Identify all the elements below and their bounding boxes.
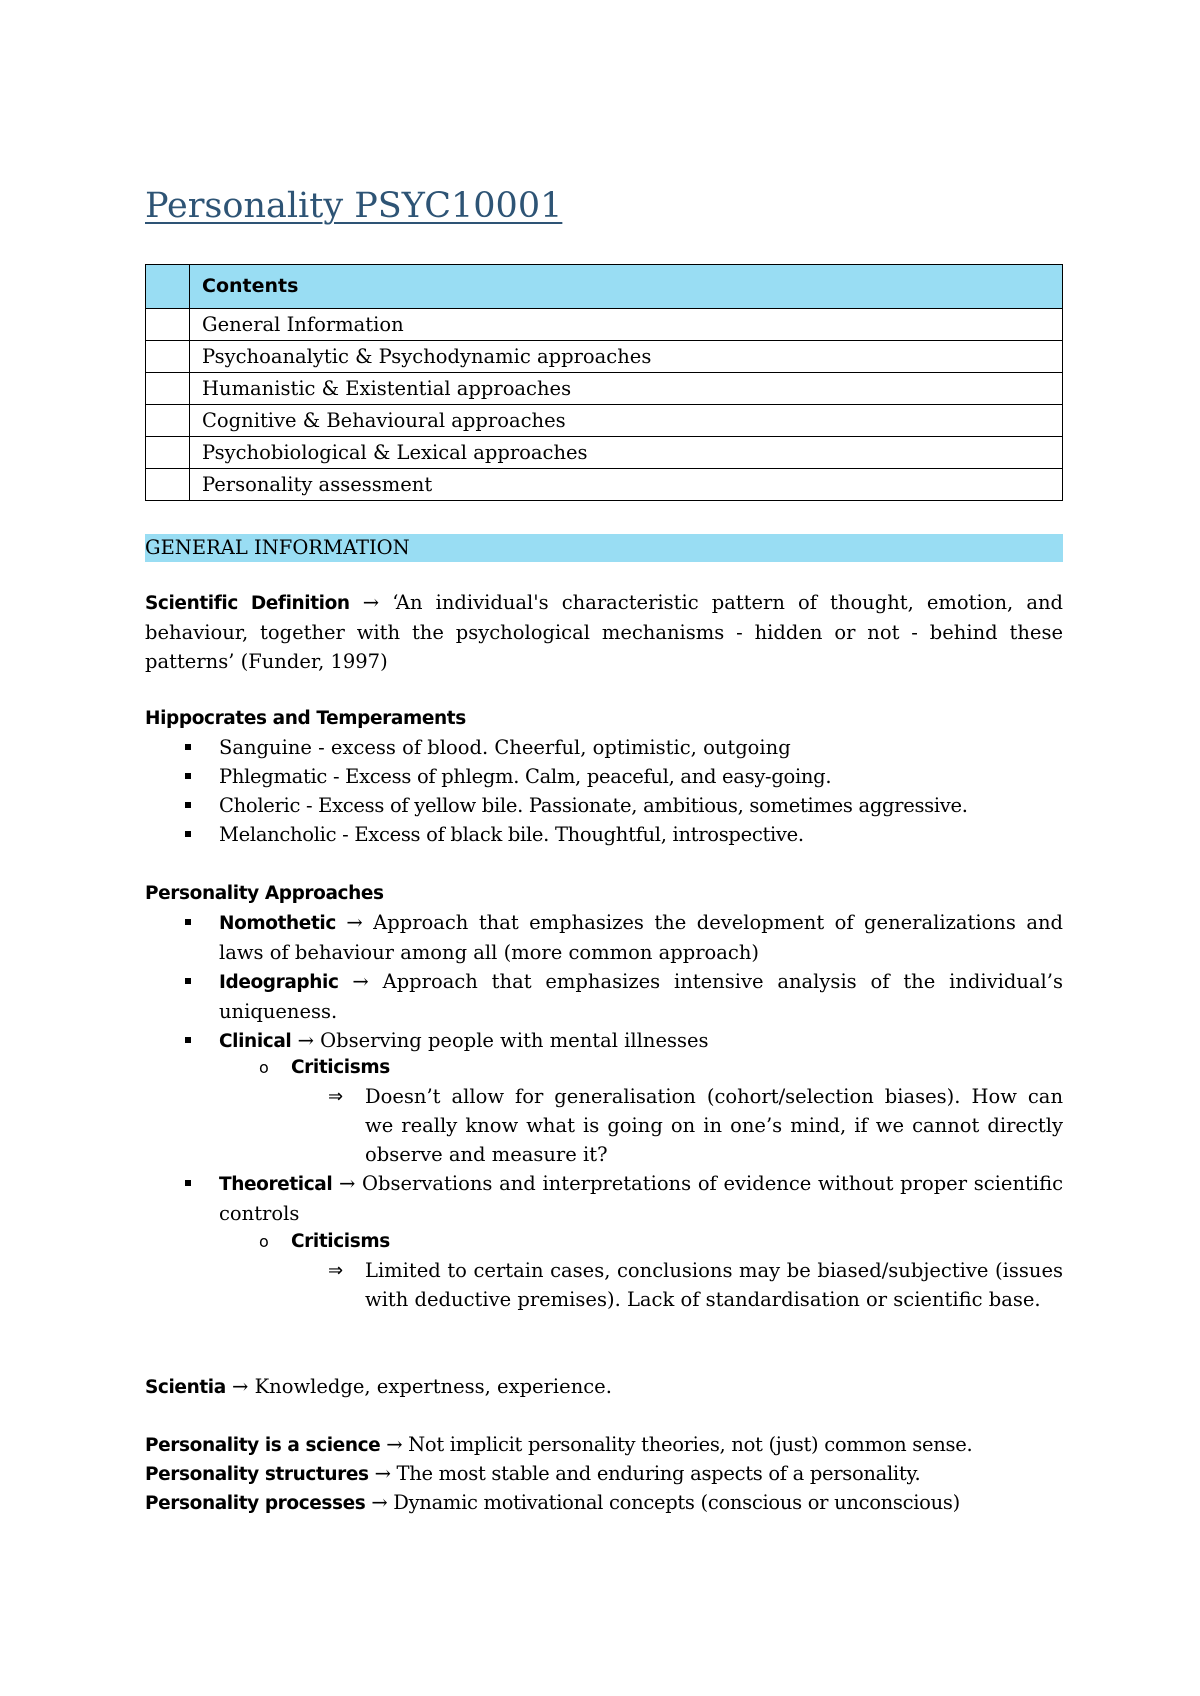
implies-arrow-icon: ⇒ — [328, 1260, 344, 1281]
personality-structures-line — [145, 1459, 1063, 1489]
criticism-point — [145, 1256, 1063, 1314]
term-description: Not implicit personality theories, not (just) common sense. — [402, 1433, 973, 1456]
contents-row — [146, 405, 1063, 437]
approaches-list-continued — [145, 1169, 1063, 1228]
temperaments-list — [145, 733, 1063, 849]
criticism-text: Doesn’t allow for generalisation (cohort/selection biases). How can we really know what is going on in one’s mind, if we cannot directly observe and measure it? — [365, 1085, 1063, 1166]
list-item-text: Sanguine - excess of blood. Cheerful, optimistic, outgoing — [219, 736, 791, 759]
bullet-icon — [185, 802, 191, 808]
term-description: Observing people with mental illnesses — [313, 1029, 709, 1052]
definition-text: ‘An individual's characteristic pattern of thought, emotion, and behaviour, together with the psychological mechanisms - hidden or not - behind these patterns’ (Funder, 1997) — [145, 591, 1063, 673]
list-item — [145, 762, 1063, 791]
list-item-theoretical — [145, 1169, 1063, 1228]
theoretical-criticisms — [145, 1227, 1063, 1314]
criticisms-subheading — [145, 1053, 1063, 1082]
approaches-list — [145, 908, 1063, 1056]
bullet-icon — [185, 919, 191, 925]
term-description: Approach that emphasizes the development of generalizations and laws of behaviour among all (more common approach) — [219, 911, 1063, 964]
contents-row — [146, 341, 1063, 373]
clinical-criticisms — [145, 1053, 1063, 1169]
contents-header-row — [146, 265, 1063, 309]
bullet-icon — [185, 773, 191, 779]
criticisms-label: Criticisms — [291, 1057, 390, 1078]
term-description: Approach that emphasizes intensive analysis of the individual’s uniqueness. — [219, 970, 1063, 1023]
list-item-text: Phlegmatic - Excess of phlegm. Calm, peaceful, and easy-going. — [219, 765, 832, 788]
term-label: Nomothetic — [219, 913, 336, 934]
bullet-icon — [185, 744, 191, 750]
bullet-icon — [185, 1180, 191, 1186]
term-description: The most stable and enduring aspects of a personality. — [390, 1462, 921, 1485]
term-description: Observations and interpretations of evidence without proper scientific controls — [219, 1172, 1063, 1225]
contents-row — [146, 309, 1063, 341]
arrow-symbol: → — [362, 591, 380, 614]
list-item — [145, 820, 1063, 849]
arrow-symbol: → — [374, 1462, 391, 1485]
hollow-bullet-icon: o — [259, 1232, 269, 1251]
definition-term: Scientific Definition — [145, 593, 350, 614]
term-label: Personality processes — [145, 1493, 366, 1514]
contents-number-cell — [146, 437, 190, 469]
criticism-point — [145, 1082, 1063, 1169]
term-label: Clinical — [219, 1031, 292, 1052]
contents-row — [146, 469, 1063, 501]
temperaments-heading: Hippocrates and Temperaments — [145, 708, 466, 729]
arrow-symbol: → — [339, 1172, 356, 1195]
contents-row-label: Psychoanalytic & Psychodynamic approaches — [190, 341, 1063, 373]
list-item — [145, 733, 1063, 762]
list-item — [145, 791, 1063, 820]
contents-row-label: General Information — [190, 309, 1063, 341]
list-item-nomothetic — [145, 908, 1063, 967]
contents-row-label: Psychobiological & Lexical approaches — [190, 437, 1063, 469]
contents-row — [146, 373, 1063, 405]
criticisms-subheading — [145, 1227, 1063, 1256]
list-item-ideographic — [145, 967, 1063, 1026]
arrow-symbol: → — [371, 1491, 388, 1514]
personality-processes-line — [145, 1488, 1063, 1518]
section-heading-general-information: GENERAL INFORMATION — [145, 534, 1063, 562]
implies-arrow-icon: ⇒ — [328, 1086, 344, 1107]
document-title: Personality PSYC10001 — [145, 186, 563, 226]
scientia-line — [145, 1372, 1063, 1402]
contents-header: Contents — [190, 265, 1063, 309]
term-description: Knowledge, expertness, experience. — [248, 1375, 612, 1398]
list-item-text: Choleric - Excess of yellow bile. Passionate, ambitious, sometimes aggressive. — [219, 794, 968, 817]
personality-science-line — [145, 1430, 1063, 1460]
term-label: Scientia — [145, 1377, 226, 1398]
criticisms-label: Criticisms — [291, 1231, 390, 1252]
bullet-icon — [185, 1037, 191, 1043]
hollow-bullet-icon: o — [259, 1058, 269, 1077]
bullet-icon — [185, 831, 191, 837]
contents-number-cell — [146, 405, 190, 437]
contents-row-label: Cognitive & Behavioural approaches — [190, 405, 1063, 437]
arrow-symbol: → — [386, 1433, 403, 1456]
contents-number-cell — [146, 309, 190, 341]
bullet-icon — [185, 978, 191, 984]
contents-number-cell — [146, 469, 190, 501]
approaches-heading: Personality Approaches — [145, 883, 384, 904]
term-label: Theoretical — [219, 1174, 333, 1195]
term-label: Personality structures — [145, 1464, 369, 1485]
arrow-symbol: → — [346, 911, 363, 934]
contents-row-label: Humanistic & Existential approaches — [190, 373, 1063, 405]
contents-row-label: Personality assessment — [190, 469, 1063, 501]
arrow-symbol: → — [352, 970, 369, 993]
arrow-symbol: → — [297, 1029, 314, 1052]
contents-number-cell — [146, 373, 190, 405]
contents-number-cell — [146, 341, 190, 373]
list-item-clinical — [145, 1026, 1063, 1056]
term-label: Personality is a science — [145, 1435, 381, 1456]
term-label: Ideographic — [219, 972, 339, 993]
criticism-text: Limited to certain cases, conclusions may be biased/subjective (issues with deductive premises). Lack of standardisation or scientific base. — [365, 1259, 1063, 1311]
scientific-definition-paragraph — [145, 588, 1063, 676]
arrow-symbol: → — [232, 1375, 249, 1398]
term-description: Dynamic motivational concepts (conscious or unconscious) — [387, 1491, 960, 1514]
contents-number-cell — [146, 265, 190, 309]
contents-row — [146, 437, 1063, 469]
contents-table — [145, 264, 1063, 501]
list-item-text: Melancholic - Excess of black bile. Thoughtful, introspective. — [219, 823, 804, 846]
